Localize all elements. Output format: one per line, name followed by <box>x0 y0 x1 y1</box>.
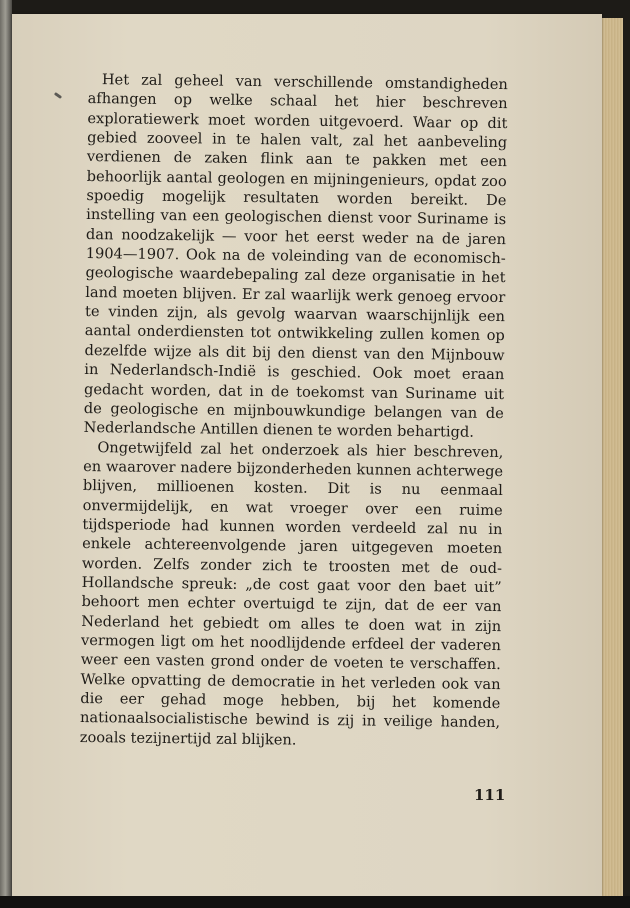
paragraph-1: Het zal geheel van verschillende omstandigheden afhangen op welke schaal het hier beschreven exploratiewerk moet worden uitgevoerd. Waar op dit gebied zooveel in te halen valt, zal het aanbeveling verdienen de zaken flink aan te pakken met een behoorlijk aantal geologen en mijningenieurs, opdat zoo spoedig mogelijk resultaten worden bereikt. De instelling van een geologischen dienst voor Suriname is dan noodzakelijk — voor het eerst weder na de jaren 1904—1907. Ook na de voleinding van de economisch-geologische waardebepaling zal deze organisatie in het land moeten blijven. Er zal waarlijk werk genoeg ervoor te vinden zijn, als gevolg waarvan waarschijnlijk een aantal onderdiensten tot ontwikkeling zullen komen op dezelfde wijze als dit bij den dienst van den Mijnbouw in Nederlandsch-Indië is geschied. Ook moet eraan gedacht worden, dat in de toekomst van Suriname uit de geologische en mijnbouwkundige belangen van de Nederlandsche Antillen dienen te worden behartigd. <box>83 71 508 441</box>
page-stack-edge <box>600 18 623 898</box>
page-number: 111 <box>474 786 506 804</box>
body-text <box>80 70 508 752</box>
background-shadow <box>0 896 630 908</box>
book-spine-edge <box>0 0 12 908</box>
paper-speck <box>54 92 62 99</box>
paragraph-2: Ongetwijfeld zal het onderzoek als hier beschreven, en waarover nadere bijzonderheden kunnen achterwege blijven, millioenen kosten. Dit is nu eenmaal onvermijdelijk, en wat vroeger over een ruime tijdsperiode had kunnen worden verdeeld zal nu in enkele achtereenvolgende jaren uitgegeven moeten worden. Zelfs zonder zich te troosten met de oud-Hollandsche spreuk: „de cost gaat voor den baet uit” behoort men echter overtuigd te zijn, dat de eer van Nederland het gebiedt om alles te doen wat in zijn vermogen ligt om het noodlijdende erfdeel der vaderen weer een vasten grond onder de voeten te verschaffen. Welke opvatting de democratie in het verleden ook van die eer gehad moge hebben, bij het komende nationaalsocialistische bewind is zij in veilige handen, zooals tezijnertijd zal blijken. <box>79 438 504 749</box>
